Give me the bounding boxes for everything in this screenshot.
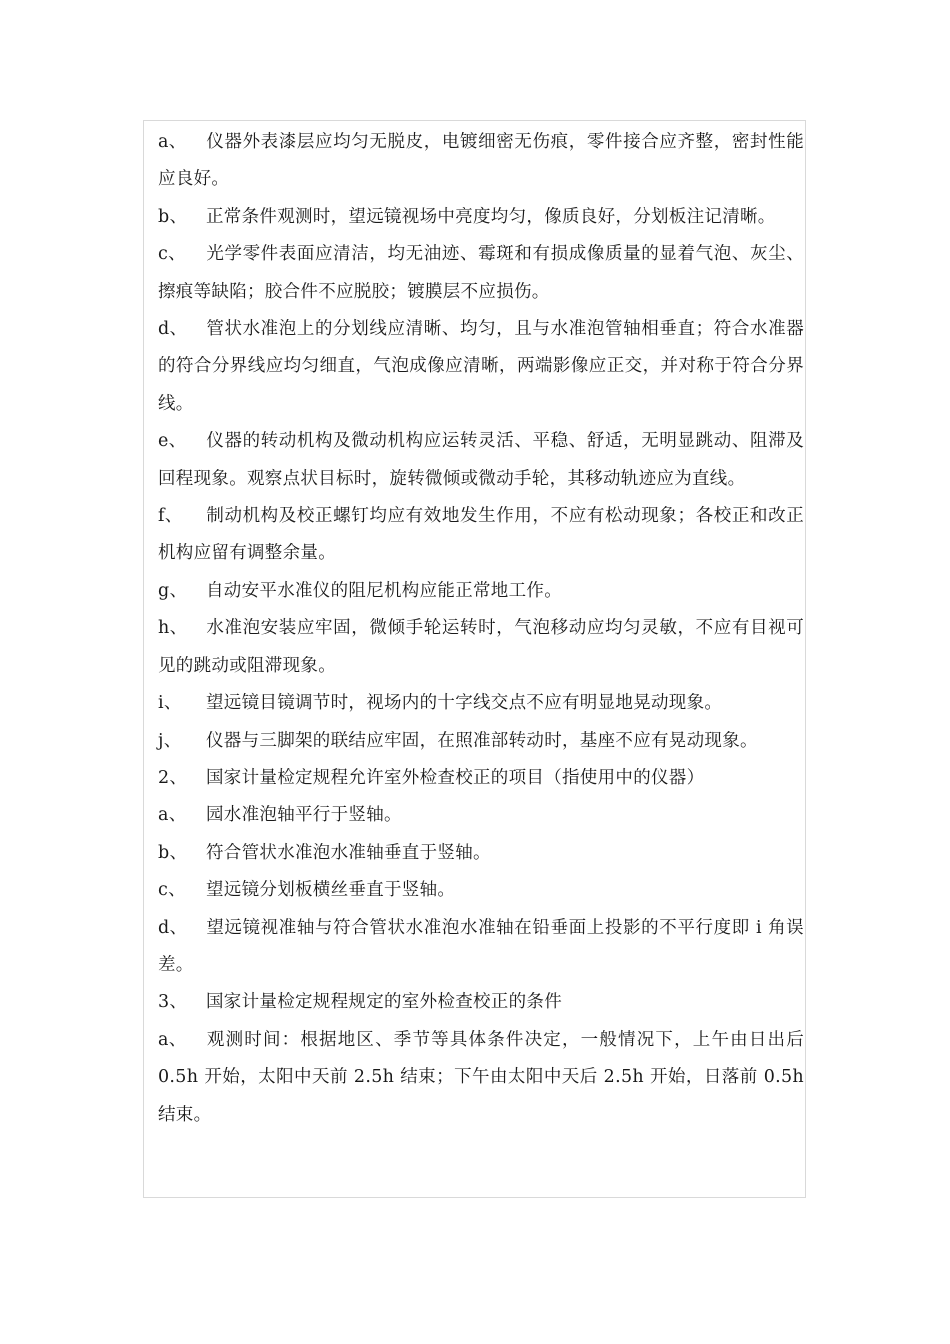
paragraph-f-brake-mechanism	[158, 498, 804, 573]
paragraph-c-optical-parts	[158, 236, 804, 311]
list-marker: d、	[158, 319, 188, 340]
paragraph-2c	[158, 872, 804, 909]
paragraph-text: 仪器的转动机构及微动机构应运转灵活、平稳、舒适，无明显跳动、阻滞及回程现象。观察点状目标时，旋转微倾或微动手轮，其移动轨迹应为直线。	[158, 431, 804, 489]
paragraph-text: 国家计量检定规程允许室外检查校正的项目（指使用中的仪器）	[206, 767, 705, 788]
paragraph-text: 观测时间：根据地区、季节等具体条件决定，一般情况下，上午由日出后 0.5h 开始，太阳中天前 2.5h 结束；下午由太阳中天后 2.5h 开始，日落前 0.5h 结束。	[158, 1029, 804, 1125]
list-marker: a、	[158, 1029, 187, 1050]
list-marker: c、	[158, 880, 186, 901]
paragraph-text: 管状水准泡上的分划线应清晰、均匀，且与水准泡管轴相垂直；符合水准器的符合分界线应均匀细直，气泡成像应清晰，两端影像应正交，并对称于符合分界线。	[158, 319, 804, 414]
paragraph-2a	[158, 797, 804, 834]
list-marker: j、	[158, 730, 182, 751]
list-marker: h、	[158, 618, 188, 639]
list-marker: 2、	[158, 767, 188, 788]
section-2-heading	[158, 760, 804, 797]
section-3-heading	[158, 984, 804, 1021]
paragraph-text: 望远镜目镜调节时，视场内的十字线交点不应有明显地晃动现象。	[206, 693, 723, 714]
paragraph-a-appearance	[158, 124, 804, 199]
paragraph-i-eyepiece	[158, 685, 804, 722]
paragraph-text: 仪器外表漆层应均匀无脱皮，电镀细密无伤痕，零件接合应齐整，密封性能应良好。	[158, 132, 804, 190]
paragraph-text: 望远镜视准轴与符合管状水准泡水准轴在铅垂面上投影的不平行度即 i 角误差。	[158, 917, 804, 975]
list-marker: d、	[158, 917, 188, 938]
list-marker: a、	[158, 805, 187, 826]
paragraph-text: 制动机构及校正螺钉均应有效地发生作用，不应有松动现象；各校正和改正机构应留有调整余量。	[158, 506, 804, 564]
paragraph-e-rotation-mechanism	[158, 423, 804, 498]
paragraph-text: 水准泡安装应牢固，微倾手轮运转时，气泡移动应均匀灵敏，不应有目视可见的跳动或阻滞现象。	[158, 618, 804, 676]
list-marker: e、	[158, 431, 187, 452]
paragraph-3a	[158, 1022, 804, 1134]
list-marker: i、	[158, 693, 182, 714]
paragraph-2d	[158, 910, 804, 985]
list-marker: f、	[158, 506, 183, 527]
paragraph-text: 正常条件观测时，望远镜视场中亮度均匀，像质良好，分划板注记清晰。	[206, 206, 776, 227]
paragraph-d-level-vial	[158, 311, 804, 423]
list-marker: c、	[158, 244, 186, 265]
paragraph-g-damping	[158, 573, 804, 610]
paragraph-text: 光学零件表面应清洁，均无油迹、霉斑和有损成像质量的显着气泡、灰尘、擦痕等缺陷；胶合件不应脱胶；镀膜层不应损伤。	[158, 244, 804, 302]
paragraph-2b	[158, 835, 804, 872]
paragraph-h-vial-installation	[158, 610, 804, 685]
paragraph-text: 自动安平水准仪的阻尼机构应能正常地工作。	[206, 580, 562, 601]
list-marker: b、	[158, 206, 188, 227]
paragraph-b-image-quality	[158, 199, 804, 236]
list-marker: a、	[158, 132, 187, 152]
list-marker: b、	[158, 842, 188, 863]
document-body	[158, 124, 804, 1134]
paragraph-text: 符合管状水准泡水准轴垂直于竖轴。	[206, 842, 491, 863]
list-marker: g、	[158, 580, 188, 601]
list-marker: 3、	[158, 992, 188, 1013]
paragraph-text: 仪器与三脚架的联结应牢固，在照准部转动时，基座不应有晃动现象。	[206, 730, 758, 751]
paragraph-j-tripod	[158, 723, 804, 760]
paragraph-text: 国家计量检定规程规定的室外检查校正的条件	[206, 992, 562, 1013]
paragraph-text: 园水准泡轴平行于竖轴。	[206, 805, 402, 826]
paragraph-text: 望远镜分划板横丝垂直于竖轴。	[206, 880, 456, 901]
